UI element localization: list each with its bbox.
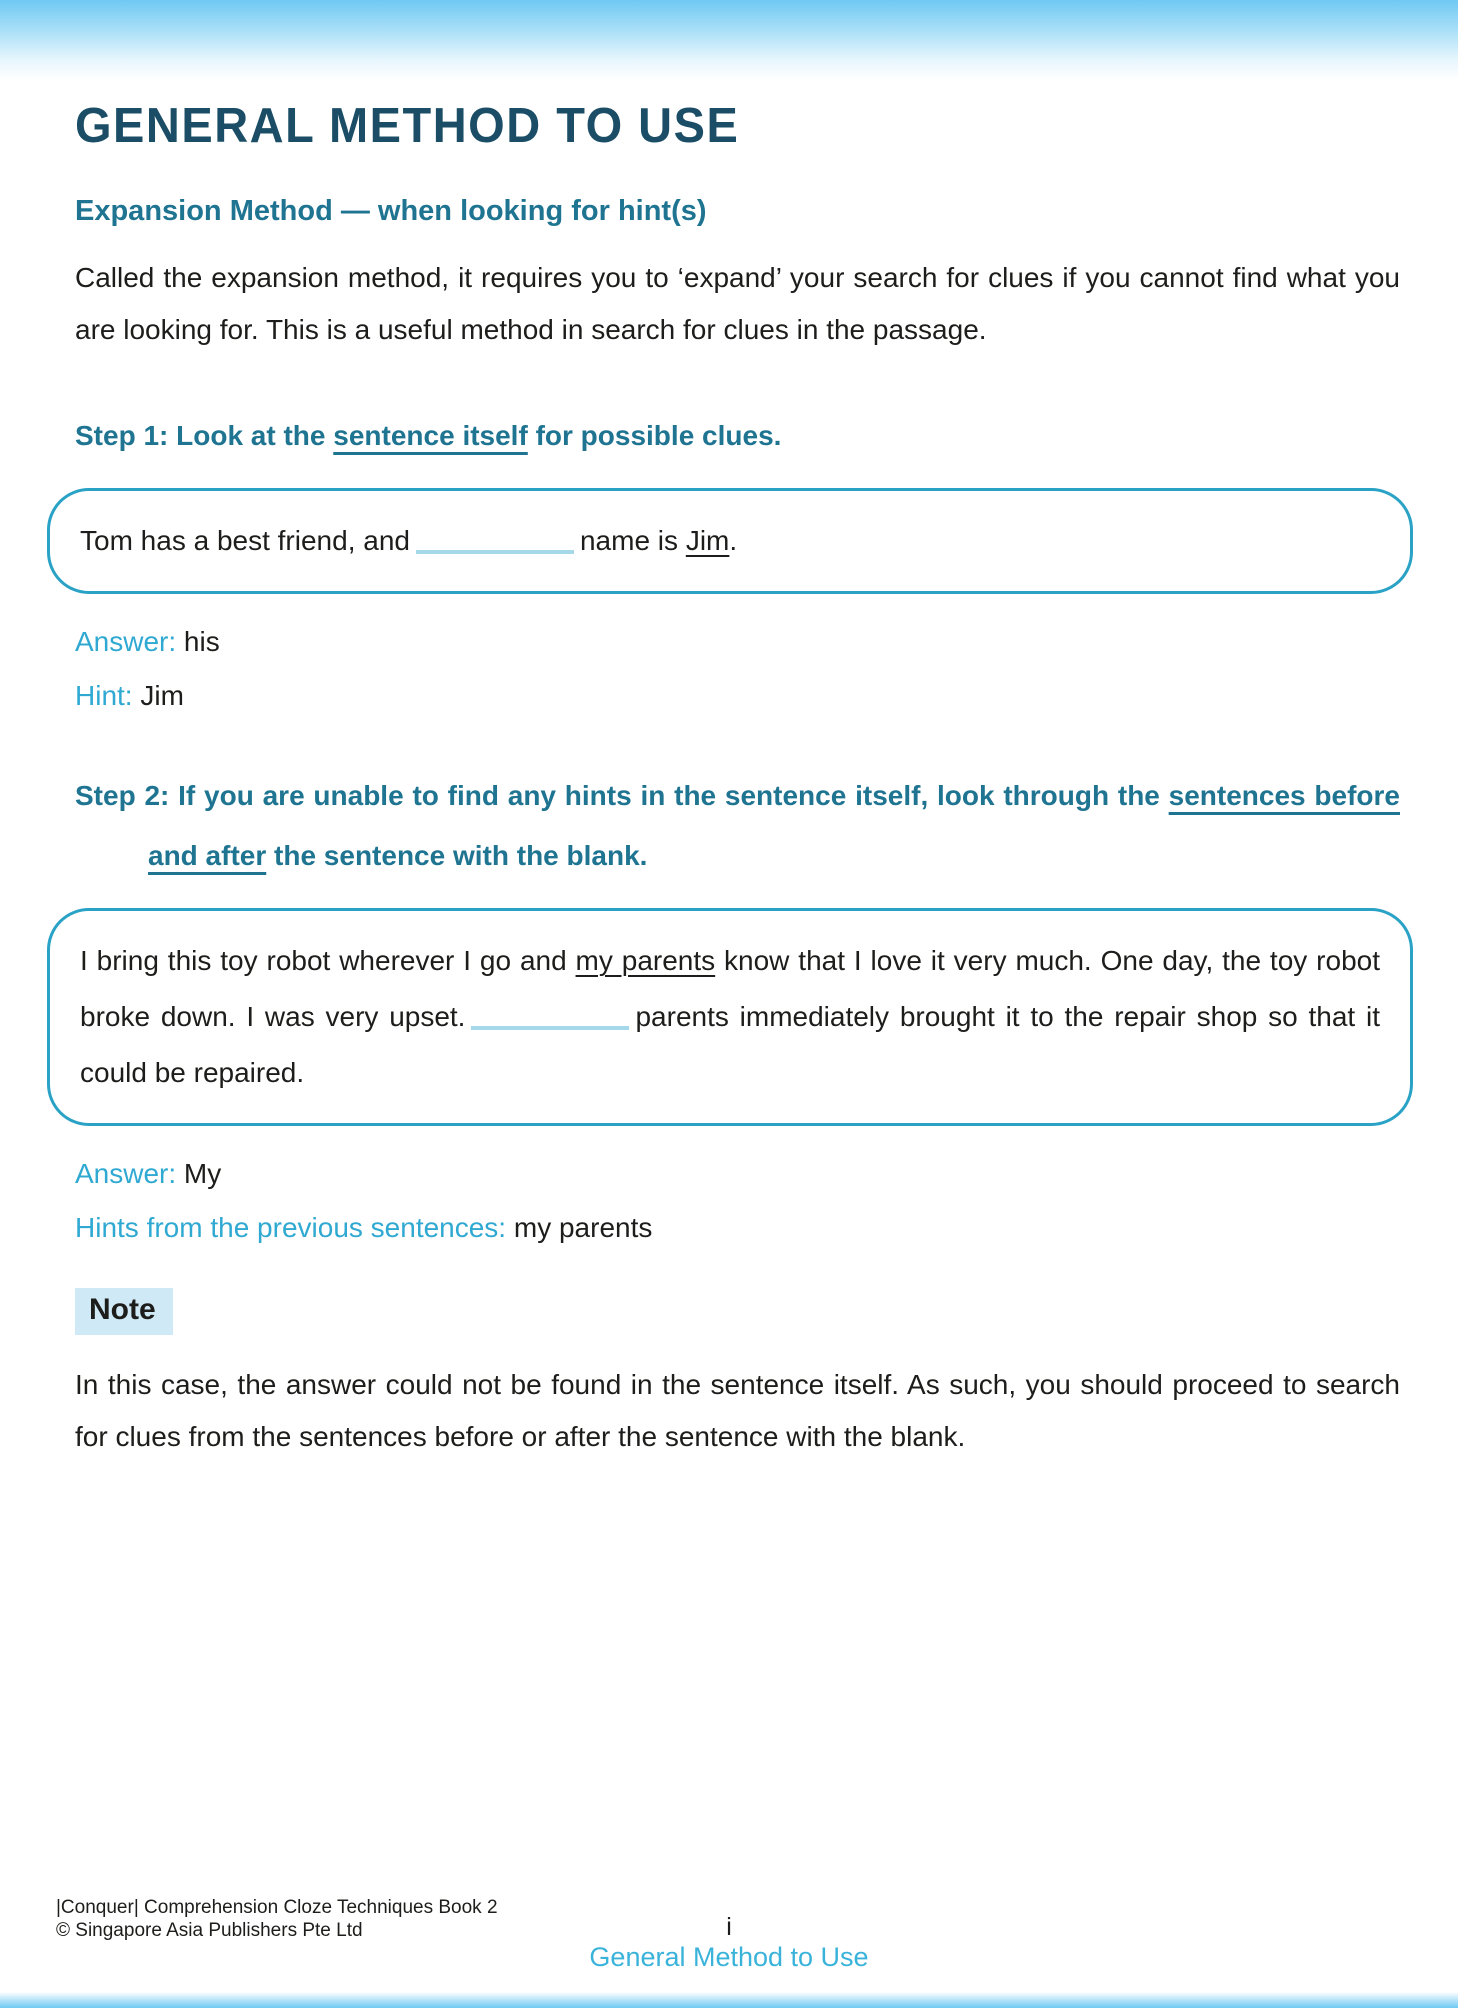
note-paragraph: In this case, the answer could not be found in the sentence itself. As such, you should proceed to search for clues from the sentences before or after the sentence with the blank. [75,1369,1400,1452]
step2-example-seg3: parents immediately brought it to the repair shop so that it could be repaired. [80,1001,1380,1088]
page-content [75,80,1400,1463]
step2-example-hint-words: my parents [575,945,716,976]
step2-example-blank [471,1026,629,1030]
step2-example-box [47,908,1413,1126]
step2-heading [75,766,1400,886]
section-heading: Expansion Method — when looking for hint(s) [75,195,707,227]
step1-answer-row [75,622,1400,662]
footer-section-title: General Method to Use [589,1942,869,1972]
step1-heading [75,406,1400,466]
footer-book-title: |Conquer| Comprehension Cloze Techniques Book 2 [56,1897,498,1918]
step2-example-seg2: know that I love it very much. One day, the toy robot broke down. I was very upset. [80,945,1380,1032]
step1-example-hint-word: Jim [685,525,730,556]
step2-heading-pre: If you are unable to find any hints in the sentence itself, look through the [169,780,1169,811]
note-chip: Note [75,1288,173,1335]
step1-heading-pre: Look at the [168,420,334,451]
step2-answer-label: Answer: [75,1158,177,1189]
step2-answer-value: My [176,1158,222,1189]
step2-hints-label: Hints from the previous sentences: [75,1212,507,1243]
step1-answer-label: Answer: [75,626,177,657]
step2-hints-value: my parents [506,1212,653,1243]
footer-page-number: i [726,1913,732,1941]
step2-answer-row [75,1154,1400,1194]
bottom-gradient-bar [0,1992,1458,2008]
step1-example-before-blank: Tom has a best friend, and [80,525,410,556]
page-title: GENERAL METHOD TO USE [75,97,740,153]
step2-example-seg1: I bring this toy robot wherever I go and [80,945,576,976]
step1-answer-value: his [176,626,220,657]
step1-example-end: . [729,525,738,556]
step1-example-box [47,488,1413,594]
step1-heading-underlined: sentence itself [333,420,528,451]
step1-hint-row [75,676,1400,716]
step1-label: Step 1: [75,420,169,451]
note-chip-wrap [75,1248,1400,1335]
step2-hints-row [75,1208,1400,1248]
step1-hint-value: Jim [132,680,184,711]
step2-heading-post: the sentence with the blank. [266,840,648,871]
step1-heading-post: for possible clues. [527,420,782,451]
top-gradient-bar [0,0,1458,80]
step1-hint-label: Hint: [75,680,133,711]
step2-heading-underlined: sentences before and after [148,780,1400,871]
step1-example-blank [416,550,574,554]
step2-label: Step 2: [75,780,170,811]
step1-example-after-blank: name is [579,525,686,556]
footer-copyright: © Singapore Asia Publishers Pte Ltd [56,1920,363,1941]
intro-paragraph: Called the expansion method, it requires you to ‘expand’ your search for clues if you cannot find what you are looking for. This is a useful method in search for clues in the passage. [75,262,1400,345]
